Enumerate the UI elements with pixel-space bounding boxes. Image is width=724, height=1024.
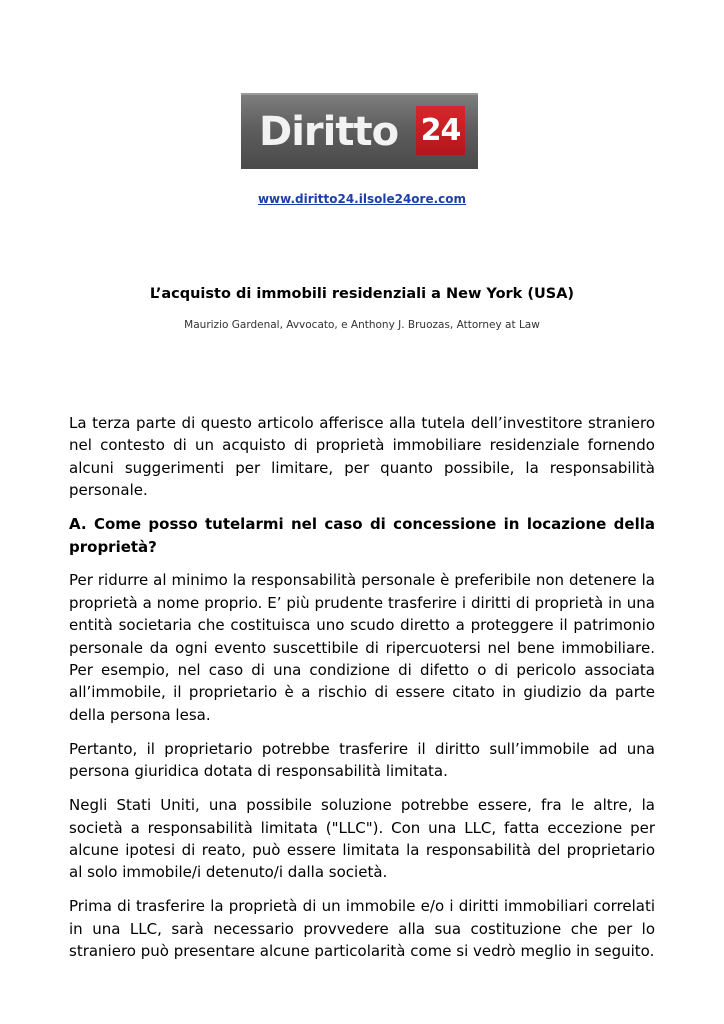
paragraph-2: Pertanto, il proprietario potrebbe trasferire il diritto sull’immobile ad una persona giuridica dotata di responsabilità limitata. bbox=[69, 739, 655, 781]
logo-badge-24: 24 bbox=[416, 106, 465, 155]
paragraph-3: Negli Stati Uniti, una possibile soluzione potrebbe essere, fra le altre, la società a responsabilità limitata ("LLC"). Con una LLC, fatta eccezione per alcune ipotesi di reato, può essere limitata la responsabilità del proprietario al solo immobile/i detenuto/i dalla società. bbox=[69, 796, 655, 882]
website-link[interactable]: www.diritto24.ilsole24ore.com bbox=[257, 192, 467, 206]
paragraph-1: Per ridurre al minimo la responsabilità personale è preferibile non detenere la proprietà a nome proprio. E’ più prudente trasferire i diritti di proprietà in una entità societaria che costituisca uno scudo diretto a proteggere il patrimonio personale da ogni evento suscettibile di ripercuotersi nel bene immobiliare. Per esempio, nel caso di una condizione di difetto o di pericolo associata all’immobile, il proprietario è a rischio di essere citato in giudizio da parte della persona lesa. bbox=[69, 571, 655, 724]
section-heading-a: A. Come posso tutelarmi nel caso di concessione in locazione della proprietà? bbox=[69, 515, 655, 556]
paragraph-intro: La terza parte di questo articolo afferisce alla tutela dell’investitore straniero nel contesto di un acquisto di proprietà immobiliare residenziale fornendo alcuni suggerimenti per limitare, per quanto possibile, la responsabilità personale. bbox=[69, 414, 655, 500]
article-authors: Maurizio Gardenal, Avvocato, e Anthony J. Bruozas, Attorney at Law bbox=[184, 319, 540, 331]
diritto24-logo bbox=[241, 93, 478, 169]
logo-wordmark: Diritto bbox=[259, 109, 399, 155]
article-body bbox=[69, 412, 655, 974]
paragraph-4: Prima di trasferire la proprietà di un immobile e/o i diritti immobiliari correlati in una LLC, sarà necessario provvedere alla sua costituzione che per lo straniero può presentare alcune particolarità come si vedrò meglio in seguito. bbox=[69, 897, 655, 961]
article-title: L’acquisto di immobili residenziali a New York (USA) bbox=[149, 286, 575, 302]
